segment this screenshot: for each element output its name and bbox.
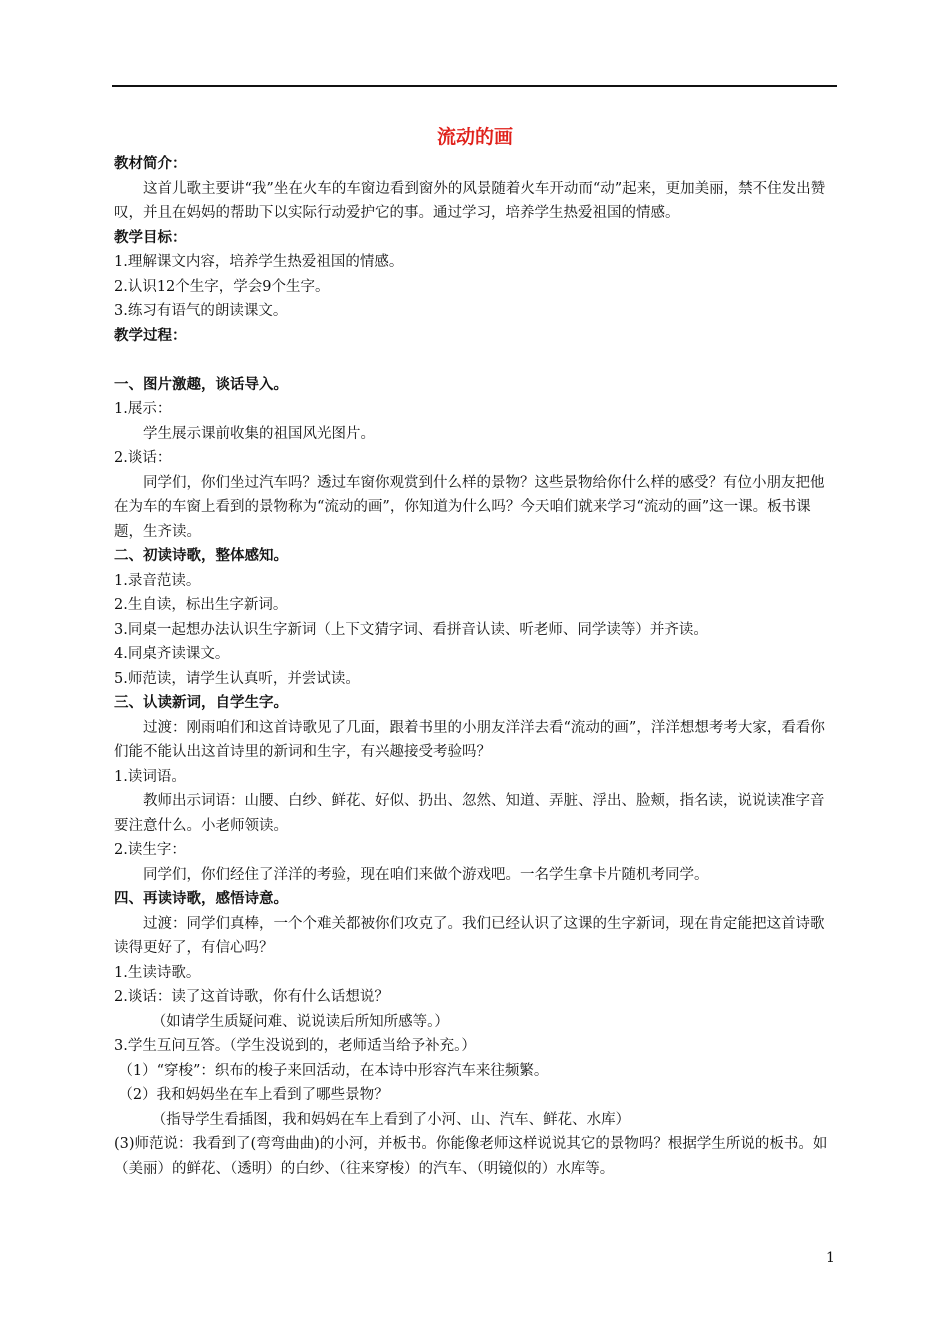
section-heading: 教学目标：: [114, 229, 187, 246]
text-line: 1.生读诗歌。: [114, 964, 201, 981]
document-body: [114, 152, 838, 1181]
text-line: 3.学生互问互答。（学生没说到的，老师适当给予补充。）: [114, 1038, 476, 1054]
text-line: 同学们，你们经住了洋洋的考验，现在咱们来做个游戏吧。一名学生拿卡片随机考同学。: [143, 866, 709, 883]
text-line: 5.师范读，请学生认真听，并尝试读。: [114, 670, 360, 687]
text-line: 这首儿歌主要讲“我”坐在火车的车窗边看到窗外的风景随着火车开动而“动”起来，更加美丽，禁不住发出赞叹，并且在妈妈的帮助下以实际行动爱护它的事。通过学习，培养学生热爱祖国的情感。: [114, 180, 826, 221]
section-heading: 三、认读新词，自学生字。: [114, 695, 288, 711]
text-line: （1）“穿梭”：织布的梭子来回活动，在本诗中形容汽车来往频繁。: [118, 1062, 549, 1079]
header-rule: [112, 85, 837, 87]
section-heading: 四、再读诗歌，感悟诗意。: [114, 891, 288, 907]
blank-line: [114, 348, 838, 373]
text-line: （如请学生质疑问难、说说读后所知所感等。）: [151, 1013, 449, 1030]
text-line: 过渡：同学们真棒，一个个难关都被你们攻克了。我们已经认识了这课的生字新词，现在肯定能把这首诗歌读得更好了，有信心吗？: [114, 915, 825, 956]
text-line: （指导学生看插图，我和妈妈在车上看到了小河、山、汽车、鲜花、水库）: [151, 1111, 631, 1128]
text-line: 3.练习有语气的朗读课文。: [114, 303, 288, 319]
text-line: 过渡：刚雨咱们和这首诗歌见了几面，跟着书里的小朋友洋洋去看“流动的画”，洋洋想想考考大家，看看你们能不能认出这首诗里的新词和生字，有兴趣接受考验吗？: [114, 719, 825, 760]
text-line: 1.展示：: [114, 401, 172, 417]
text-line: 2.谈话：: [114, 450, 172, 466]
page-number: 1: [826, 1250, 835, 1266]
text-line: 2.谈话：读了这首诗歌，你有什么话想说？: [114, 989, 389, 1005]
text-line: 1.读词语。: [114, 768, 186, 785]
section-heading: 二、初读诗歌，整体感知。: [114, 548, 288, 564]
section-heading: 教学过程：: [114, 327, 187, 344]
text-line: 2.认识12个生字，学会9个生字。: [114, 278, 330, 295]
text-line: 1.理解课文内容，培养学生热爱祖国的情感。: [114, 254, 404, 270]
text-line: 同学们，你们坐过汽车吗？透过车窗你观赏到什么样的景物？这些景物给你什么样的感受？有位小朋友把他在为车的车窗上看到的景物称为“流动的画”，你知道为什么吗？今天咱们就来学习“流动的画”这一课。板书课题，生齐读。: [114, 474, 825, 540]
section-heading: 教材简介：: [114, 156, 187, 172]
text-line: 2.生自读，标出生字新词。: [114, 597, 288, 613]
text-line: 1.录音范读。: [114, 572, 201, 589]
text-line: 教师出示词语：山腰、白纱、鲜花、好似、扔出、忽然、知道、弄脏、浮出、脸颊，指名读，说说读准字音要注意什么。小老师领读。: [114, 793, 825, 834]
document-title: 流动的画: [436, 126, 513, 148]
text-line: 3.同桌一起想办法认识生字新词（上下文猜字词、看拼音认读、听老师、同学读等）并齐读。: [114, 621, 708, 638]
text-line: 学生展示课前收集的祖国风光图片。: [143, 425, 375, 442]
text-line: （2）我和妈妈坐在车上看到了哪些景物？: [118, 1087, 389, 1103]
text-line: 2.读生字：: [114, 842, 186, 858]
section-heading: 一、图片激趣，谈话导入。: [114, 376, 288, 393]
text-line: 4.同桌齐读课文。: [114, 646, 230, 662]
text-line: (3)师范说：我看到了(弯弯曲曲)的小河，并板书。你能像老师这样说说其它的景物吗？根据学生所说的板书。如（美丽）的鲜花、（透明）的白纱、（往来穿梭）的汽车、（明镜似的）水库等。: [114, 1136, 828, 1177]
